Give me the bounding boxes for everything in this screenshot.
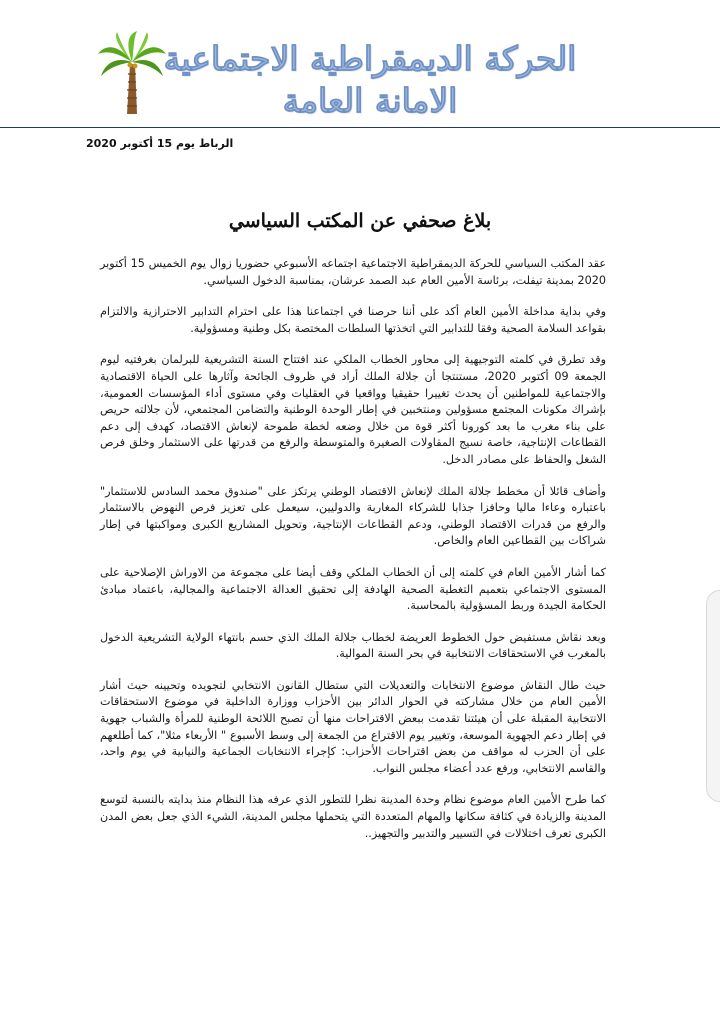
paragraph: حيث طال النقاش موضوع الانتخابات والتعديلات التي ستطال القانون الانتخابي لتجويده وتحيينه حيث أشار الأمين العام من خلال مشاركته في الحوار الدائر بين الأحزاب ووزارة الداخلية في موضوع الاستحقاقات الانتخابية المقبلة على أن هيئتنا تقدمت ببعض الاقتراحات منها أن تصبح اللائحة الوطنية للمرأة والشباب جهوية في إطار دعم الجهوية الموسعة، وتغيير يوم الاقتراع من الجمعة إلى وسط الأسبوع " الأربعاء مثلا"، كما أطلعهم على أن الحزب له مواقف من بعض اقتراحات الأحزاب: كإجراء الانتخابات الجماعية والنيابية في يوم واحد، والقاسم الانتخابي، ورفع عدد أعضاء مجلس النواب. [100, 678, 606, 775]
organization-name [160, 38, 580, 122]
paragraph: وفي بداية مداخلة الأمين العام أكد على أننا حرصنا في اجتماعنا هذا على احترام التدابير الاحترازية والالتزام بقواعد السلامة الصحية وفقا للتدابير التي اتخذتها السلطات المختصة بكل وطنية ومسؤولية. [100, 305, 606, 335]
document-date: الرباط يوم 15 أكتوبر 2020 [86, 137, 234, 150]
paragraph: وأضاف قائلا أن مخطط جلالة الملك لإنعاش الاقتصاد الوطني يرتكز على "صندوق محمد السادس للاستثمار" باعتباره وعاءا ماليا وحافزا جذابا للشركاء المغاربة والدوليين، سيعمل على تعزيز فرص النهوض بالاستثمار والرفع من قدرات الاقتصاد الوطني، ودعم القطاعات الإنتاجية، وتحويل المشاريع الكبرى ومواكبتها في إطار شراكات بين القطاعين العام والخاص. [100, 484, 606, 548]
paragraph: وقد تطرق في كلمته التوجيهية إلى محاور الخطاب الملكي عند افتتاح السنة التشريعية للبرلمان بغرفتيه ليوم الجمعة 09 أكتوبر 2020، مستنتجا أن جلالة الملك أراد في ظروف الجائحة وآثارها على الحياة الاقتصادية والاجتماعية للمواطنين أن يحدث تغييرا حقيقيا وواقعيا في العقليات وفي مستوى أداء المؤسسات العمومية، بإشراك مكونات المجتمع مسؤولين ومنتخبين في إطار الوحدة الوطنية والتضامن المجتمعي، لأن جلالته حريص على بناء مغرب ما بعد كورونا أكثر قوة من خلال وضعه لخطة طموحة لإنعاش الاقتصاد، كهدف إلى دعم القطاعات الإنتاجية، خاصة نسيج المقاولات الصغيرة والمتوسطة والرفع من قدرتها على الاستثمار وخلق فرص الشغل والحفاظ على مصادر الدخل. [100, 353, 606, 466]
paragraph: وبعد نقاش مستفيض حول الخطوط العريضة لخطاب جلالة الملك الذي حسم بانتهاء الولاية التشريعية الدخول بالمغرب في الاستحقاقات الانتخابية في بحر السنة الموالية. [100, 630, 606, 661]
organization-name-line2: الامانة العامة [282, 81, 458, 120]
paragraph: كما طرح الأمين العام موضوع نظام وحدة المدينة نظرا للتطور الذي عرفه هذا النظام منذ بدايته بالنسبة لتوسع المدينة والزيادة في كثافة سكانها والمهام المتعددة التي يتحملها مجلس المدينة، الشيء الذي جعل بعض المدن الكبرى تعرف اختلالات في التسيير والتدبير والتجهيز.. [100, 793, 606, 840]
letterhead [0, 0, 720, 132]
paragraph: كما أشار الأمين العام في كلمته إلى أن الخطاب الملكي وقف أيضا على مجموعة من الاوراش الإصلاحية على المستوى الاجتماعي بتعميم التغطية الصحية الهادفة إلى تحقيق العدالة الاجتماعية والمجالية، باعتماد مبادئ الحكامة الجيدة وربط المسؤولية بالمحاسبة. [100, 565, 606, 613]
palm-tree-icon [97, 30, 167, 116]
side-scroll-tab[interactable] [706, 590, 720, 802]
header-divider [0, 127, 720, 128]
document-title: بلاغ صحفي عن المكتب السياسي [228, 210, 492, 232]
paragraph: عقد المكتب السياسي للحركة الديمقراطية الاجتماعية اجتماعه الأسبوعي حضوريا زوال يوم الخميس 15 أكتوبر 2020 بمدينة تيفلت، برئاسة الأمين العام عبد الصمد عرشان، بمناسبة الدخول السياسي. [100, 257, 607, 287]
organization-name-line1: الحركة الديمقراطية الاجتماعية [163, 39, 577, 78]
document-body [100, 256, 606, 857]
